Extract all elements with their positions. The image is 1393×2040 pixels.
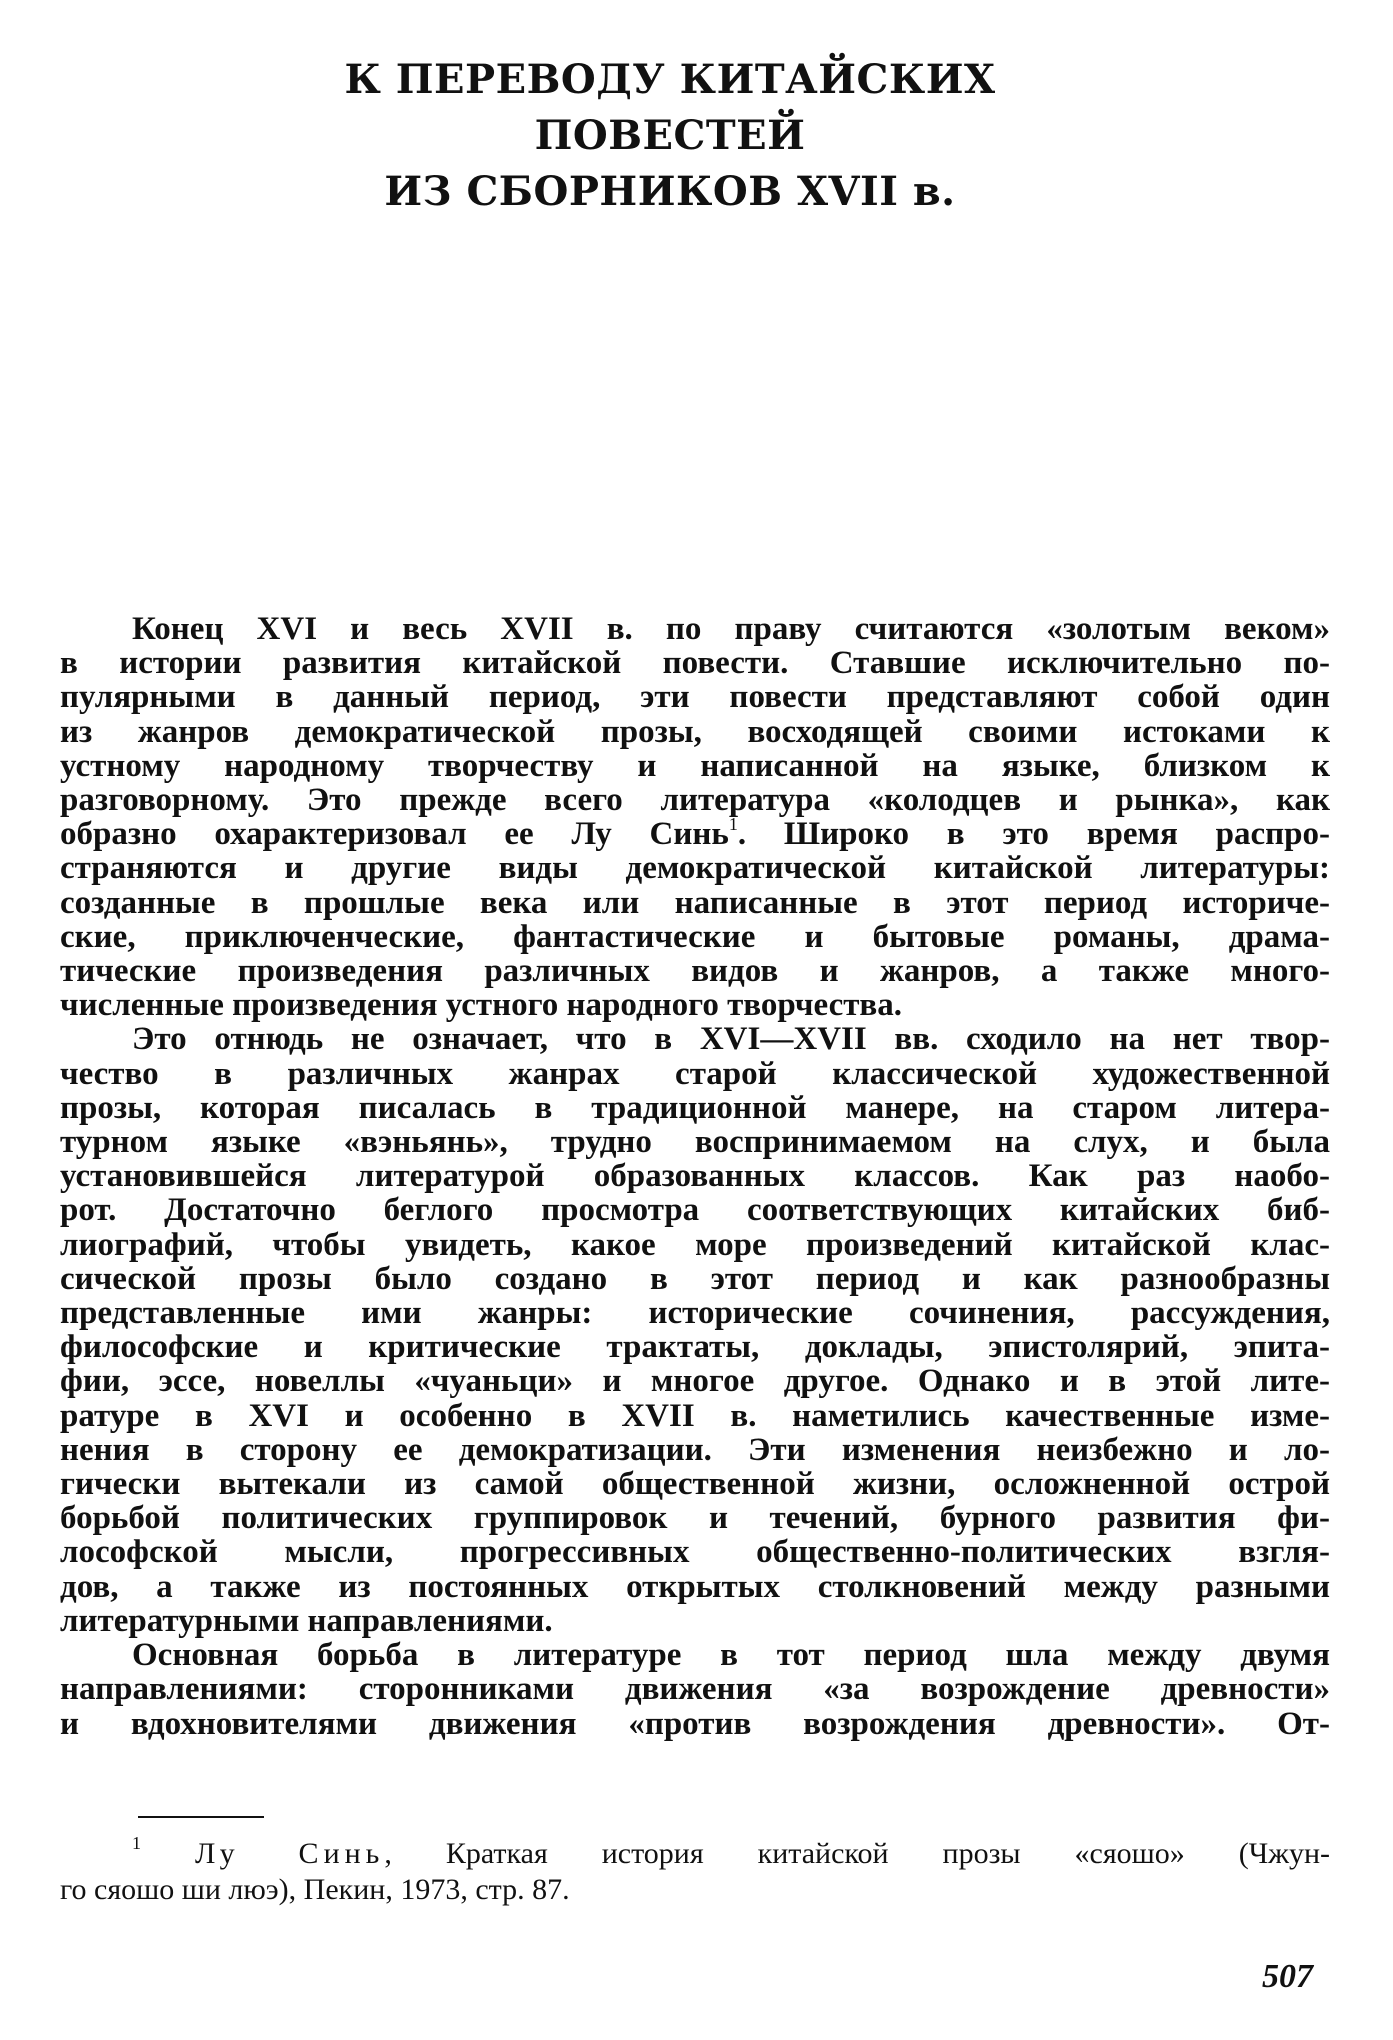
text-fragment: образно охарактеризовал ее Лу Синь — [60, 816, 729, 853]
paragraph-3 — [60, 1638, 1330, 1741]
text-line: численные произведения устного народного творчества. — [60, 987, 902, 1024]
text-line: борьбой политических группировок и течений, бурного развития фи- — [60, 1500, 1330, 1537]
page-title — [240, 52, 1100, 220]
text-line: устному народному творчеству и написанной на языке, близком к — [60, 747, 1330, 784]
text-line: гически вытекали из самой общественной жизни, осложненной острой — [60, 1466, 1330, 1503]
text-line: чество в различных жанрах старой классической художественной — [60, 1055, 1330, 1092]
text-line: дов, а также из постоянных открытых столкновений между разными — [60, 1568, 1330, 1605]
footnote-divider — [138, 1816, 264, 1818]
text-line: и вдохновителями движения «против возрождения древности». От- — [60, 1705, 1330, 1742]
text-line: рот. Достаточно беглого просмотра соответствующих китайских биб- — [60, 1192, 1330, 1229]
text-line: лософской мысли, прогрессивных общественно-политических взгля- — [60, 1534, 1330, 1571]
text-line: тические произведения различных видов и жанров, а также много- — [60, 953, 1330, 990]
page-title-line-1: К ПЕРЕВОДУ КИТАЙСКИХ ПОВЕСТЕЙ — [344, 56, 996, 159]
text-line: прозы, которая писалась в традиционной манере, на старом литера- — [60, 1089, 1330, 1126]
footnote-marker: 1 — [132, 1833, 141, 1853]
text-line: Конец XVI и весь XVII в. по праву считаются «золотым веком» — [132, 611, 1330, 647]
text-fragment: . Широко в это время распро- — [737, 816, 1330, 853]
page-title-line-2: ИЗ СБОРНИКОВ XVII в. — [384, 168, 956, 215]
text-line: в истории развития китайской повести. Ставшие исключительно по- — [60, 645, 1330, 682]
text-line: Основная борьба в литературе в тот период шла между двумя — [132, 1637, 1330, 1674]
text-line: Это отнюдь не означает, что в XVI—XVII вв. сходило на нет твор- — [132, 1021, 1330, 1058]
text-line: турном языке «вэньянь», трудно воспринимаемом на слух, и была — [60, 1124, 1330, 1161]
main-text — [60, 612, 1330, 1741]
footnote-text: , Краткая история китайской прозы «сяошо» (Чжун- — [384, 1837, 1331, 1870]
footnote-reference[interactable]: 1 — [728, 814, 738, 835]
footnote-line: го сяошо ши люэ), Пекин, 1973, стр. 87. — [60, 1873, 570, 1906]
text-line: из жанров демократической прозы, восходящей своими истоками к — [60, 713, 1330, 750]
footnote-line — [60, 1833, 1331, 1872]
text-line-with-footnote — [60, 814, 1330, 853]
text-line: представленные ими жанры: исторические сочинения, рассуждения, — [60, 1295, 1330, 1332]
text-line: пулярными в данный период, эти повести представляют собой один — [60, 679, 1330, 716]
text-line: философские и критические трактаты, доклады, эпистолярий, эпита- — [60, 1329, 1330, 1366]
text-line: фии, эссе, новеллы «чуаньци» и многое другое. Однако и в этой лите- — [60, 1363, 1330, 1400]
text-line: литературными направлениями. — [60, 1602, 553, 1639]
text-line: направлениями: сторонниками движения «за возрождение древности» — [60, 1671, 1330, 1708]
text-line: созданные в прошлые века или написанные в этот период историче- — [60, 884, 1330, 921]
footnote-author: Лу Синь — [194, 1837, 385, 1870]
footnote — [60, 1833, 1331, 1908]
paragraph-1 — [60, 612, 1330, 1022]
text-line: установившейся литературой образованных классов. Как раз наобо- — [60, 1158, 1330, 1195]
text-line: ские, приключенческие, фантастические и бытовые романы, драма- — [60, 918, 1330, 955]
paragraph-2 — [60, 1022, 1330, 1638]
text-line: ратуре в XVI и особенно в XVII в. наметились качественные изме- — [60, 1397, 1330, 1434]
text-line: нения в сторону ее демократизации. Эти изменения неизбежно и ло- — [60, 1431, 1330, 1468]
text-line: страняются и другие виды демократической китайской литературы: — [60, 850, 1330, 887]
page-number: 507 — [1262, 1958, 1313, 1995]
text-line: разговорному. Это прежде всего литература «колодцев и рынка», как — [60, 782, 1330, 819]
text-line: лиографий, чтобы увидеть, какое море произведений китайской клас- — [60, 1226, 1330, 1263]
text-line: сической прозы было создано в этот период и как разнообразны — [60, 1260, 1330, 1297]
